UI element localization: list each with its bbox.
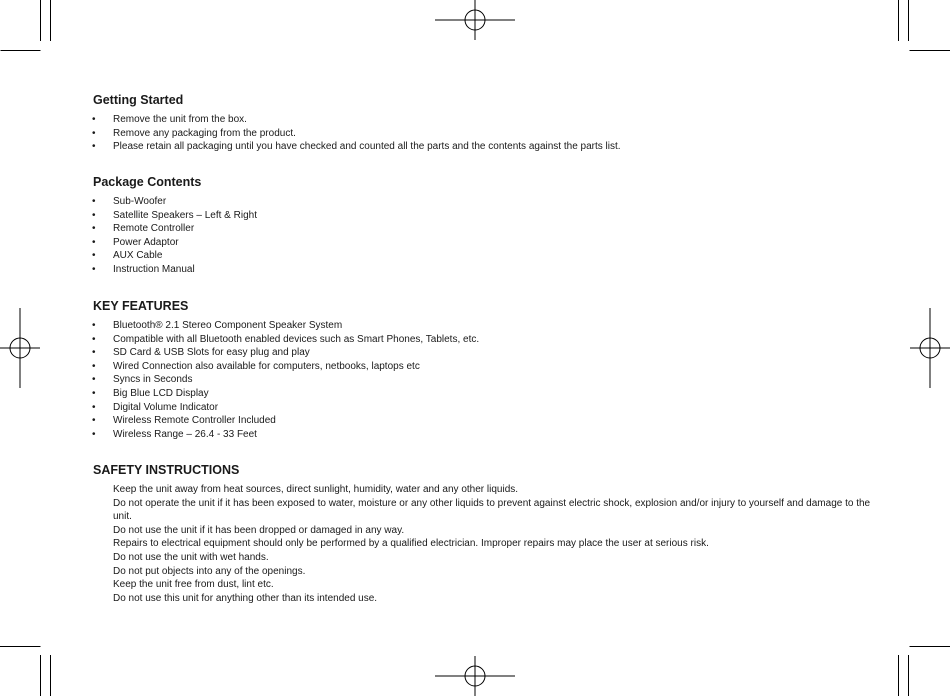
list-item-text: Sub-Woofer	[113, 196, 167, 207]
list-item-text: Please retain all packaging until you have checked and counted all the parts and the contents against the parts list.	[113, 141, 621, 153]
list-item	[93, 140, 621, 154]
registration-mark-left	[0, 308, 40, 388]
bullet-icon: •	[92, 209, 96, 221]
bullet-icon: •	[92, 250, 96, 262]
safety-item: Do not use the unit with wet hands.	[113, 551, 269, 563]
safety-item: Keep the unit away from heat sources, direct sunlight, humidity, water and any other liquids.	[113, 484, 519, 495]
bullet-icon: •	[92, 387, 96, 399]
list-item-text: Syncs in Seconds	[113, 374, 193, 386]
safety-instructions-heading: SAFETY INSTRUCTIONS	[93, 463, 240, 477]
bullet-icon: •	[92, 401, 96, 413]
key-features-list	[93, 319, 479, 441]
list-item-text: Wireless Remote Controller Included	[113, 415, 276, 427]
list-item	[93, 263, 257, 277]
safety-item: Do not put objects into any of the openings.	[113, 565, 306, 577]
list-item	[93, 401, 479, 415]
list-item-text: Wired Connection also available for computers, netbooks, laptops etc	[113, 360, 420, 372]
list-item	[93, 113, 621, 127]
list-item-text: SD Card & USB Slots for easy plug and play	[113, 347, 310, 359]
registration-mark-right	[910, 308, 950, 388]
safety-item: Repairs to electrical equipment should only be performed by a qualified electrician. Improper repairs may place the user at serious risk.	[113, 538, 709, 550]
getting-started-section	[93, 92, 621, 154]
bullet-icon: •	[92, 236, 96, 248]
list-item-text: Remote Controller	[113, 223, 195, 235]
bullet-icon: •	[92, 114, 96, 125]
list-item-text: Big Blue LCD Display	[113, 387, 209, 399]
registration-mark-bottom	[435, 656, 515, 696]
list-item-text: Instruction Manual	[113, 263, 195, 275]
list-item-text: Wireless Range – 26.4 - 33 Feet	[113, 428, 257, 440]
bullet-icon: •	[92, 223, 96, 235]
safety-item: Do not use this unit for anything other than its intended use.	[113, 592, 378, 604]
list-item	[93, 414, 479, 428]
safety-item: Do not operate the unit if it has been exposed to water, moisture or any other liquids to prevent against electric shock, explosion and/or injury to yourself and damage to the unit.	[113, 497, 871, 523]
bullet-icon: •	[92, 320, 96, 331]
list-item	[93, 428, 479, 442]
list-item-text: AUX Cable	[113, 250, 163, 262]
list-item	[93, 346, 479, 360]
list-item-text: Remove the unit from the box.	[113, 114, 247, 125]
key-features-heading: KEY FEATURES	[93, 299, 189, 313]
safety-instructions-list	[93, 483, 883, 605]
list-item	[93, 195, 257, 209]
list-item-text: Remove any packaging from the product.	[113, 127, 296, 139]
getting-started-heading: Getting Started	[93, 93, 184, 107]
list-item-text: Bluetooth® 2.1 Stereo Component Speaker System	[113, 320, 343, 331]
list-item	[93, 209, 257, 223]
list-item-text: Digital Volume Indicator	[113, 401, 219, 413]
list-item	[93, 360, 479, 374]
key-features-section	[93, 298, 479, 441]
bullet-icon: •	[92, 415, 96, 427]
list-item-text: Compatible with all Bluetooth enabled devices such as Smart Phones, Tablets, etc.	[113, 333, 480, 345]
bullet-icon: •	[92, 263, 96, 275]
bullet-icon: •	[92, 428, 96, 440]
getting-started-list	[93, 113, 621, 154]
list-item	[93, 387, 479, 401]
list-item	[93, 127, 621, 141]
list-item	[93, 319, 479, 333]
list-item	[93, 222, 257, 236]
bullet-icon: •	[92, 374, 96, 386]
bullet-icon: •	[92, 347, 96, 359]
list-item	[93, 373, 479, 387]
bullet-icon: •	[92, 196, 96, 207]
bullet-icon: •	[92, 360, 96, 372]
safety-instructions-section	[93, 462, 883, 605]
bullet-icon: •	[92, 333, 96, 345]
list-item	[93, 249, 257, 263]
safety-item: Do not use the unit if it has been dropped or damaged in any way.	[113, 524, 405, 536]
list-item-text: Satellite Speakers – Left & Right	[113, 209, 257, 221]
safety-item: Keep the unit free from dust, lint etc.	[113, 579, 274, 591]
package-contents-list	[93, 195, 257, 277]
list-item	[93, 236, 257, 250]
list-item	[93, 333, 479, 347]
bullet-icon: •	[92, 141, 96, 153]
list-item-text: Power Adaptor	[113, 236, 179, 248]
registration-mark-top	[435, 0, 515, 40]
bullet-icon: •	[92, 127, 96, 139]
package-contents-heading: Package Contents	[93, 175, 202, 189]
package-contents-section	[93, 174, 257, 277]
